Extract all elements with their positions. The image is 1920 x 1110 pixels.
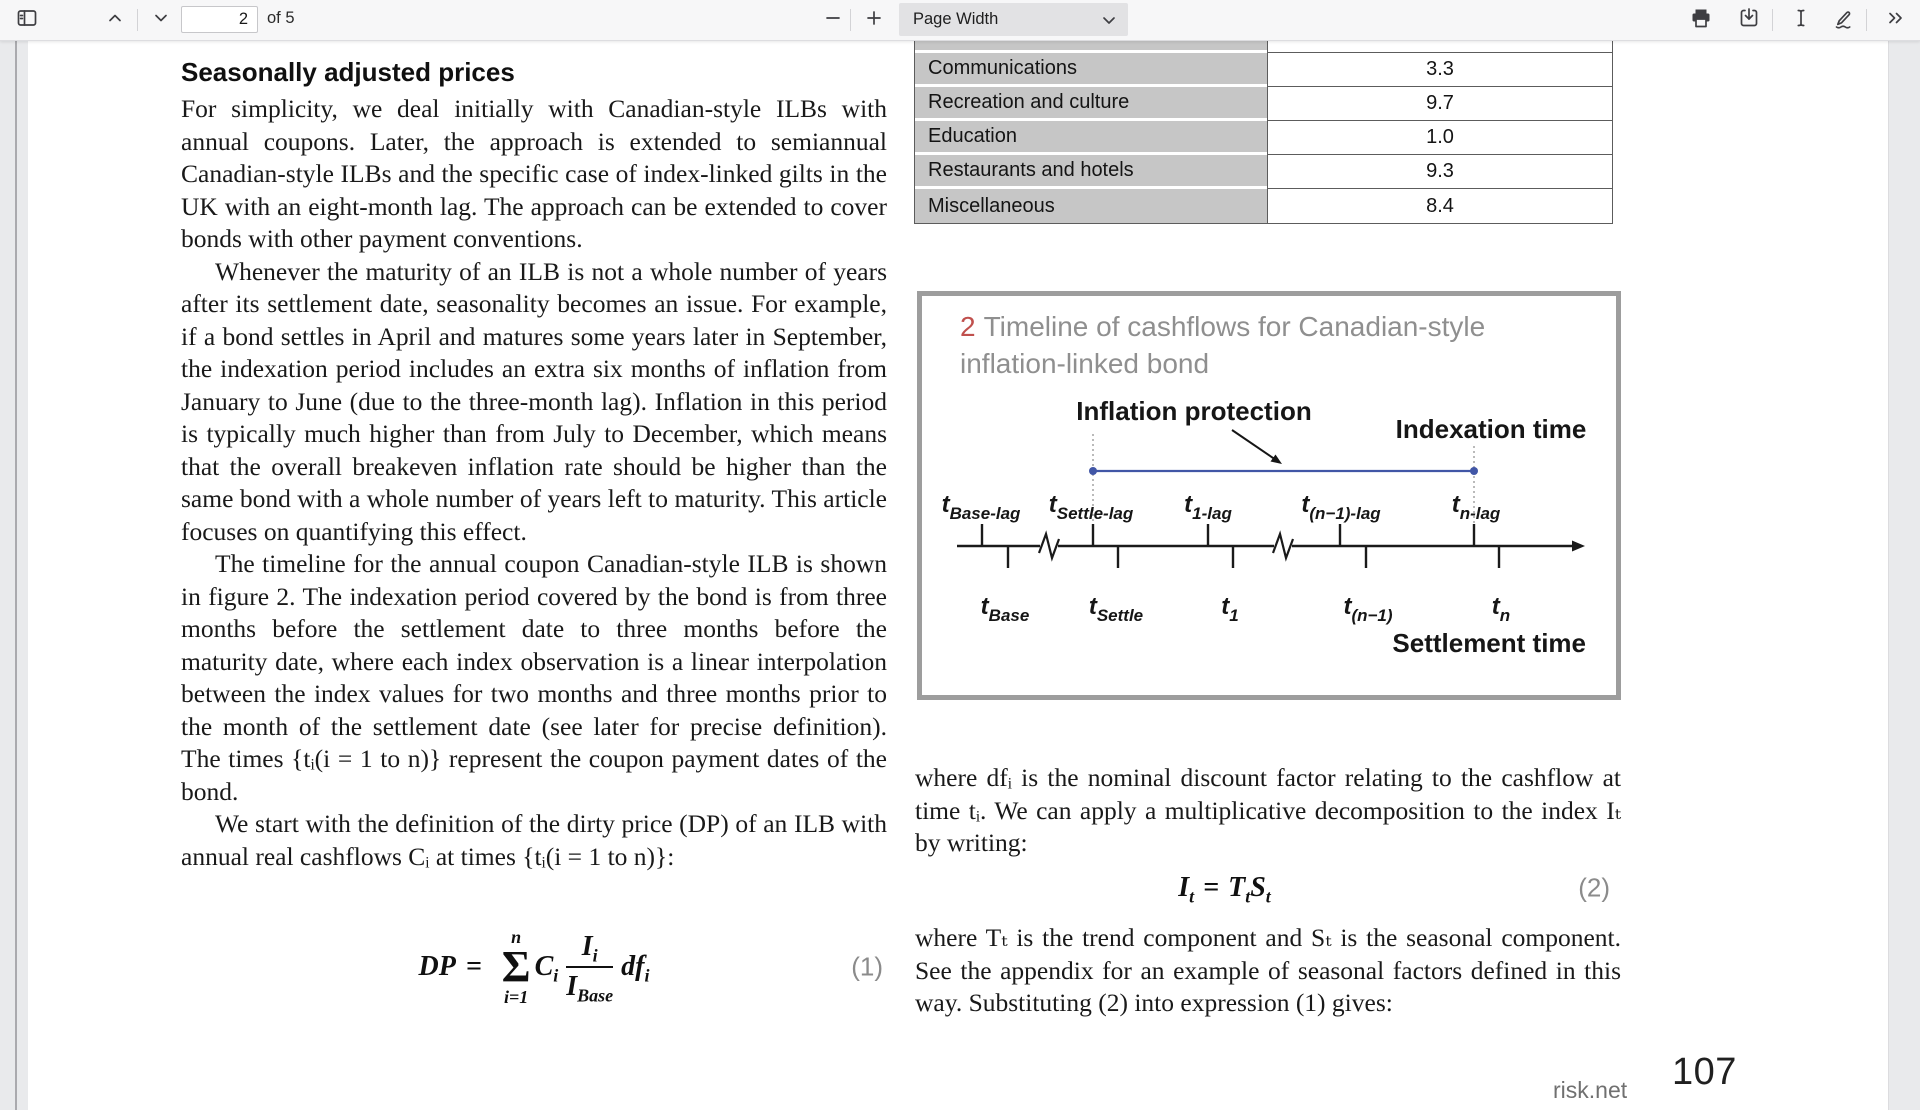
axis-label: $t_{Base-lag}$ [941, 491, 1021, 523]
axis-label: $t_n$ [1491, 593, 1511, 625]
table-of-contents-icon [15, 6, 39, 35]
section-heading: Seasonally adjusted prices [181, 57, 515, 87]
equation-number: (1) [851, 951, 883, 982]
equals-sign: = [465, 951, 482, 982]
toolbar-divider [850, 9, 851, 31]
zoom-out-button[interactable] [816, 3, 850, 37]
settlement-time-label: Settlement time [1392, 628, 1586, 658]
axis-label: $t_1$ [1221, 593, 1239, 625]
paragraph: For simplicity, we deal initially with Canadian-style ILBs with annual coupons. Later, the approach is extended to semiannual Canadian-style ILBs and the specific case of index-linked gilts in the UK with an eight-month lag. The approach can be extended to cover bonds with other payment conventions. [181, 94, 887, 253]
axis-label: $t_{n-lag}$ [1451, 491, 1501, 523]
equation-term: $T_t$ [1228, 872, 1251, 907]
chevron-up-icon [103, 6, 127, 35]
fraction-bar [566, 966, 613, 968]
axis-label: $t_{(n-1)-lag}$ [1301, 491, 1381, 523]
toolbar-divider [137, 9, 138, 31]
equation-term: DP [418, 951, 456, 982]
page-number: 107 [1672, 1051, 1737, 1093]
timeline-diagram [934, 388, 1600, 676]
printer-icon [1689, 6, 1713, 35]
inflation-protection-label: Inflation protection [1076, 396, 1312, 426]
figure-number: 2 [960, 311, 976, 342]
equation-term: $C_i$ [534, 951, 559, 986]
draw-button[interactable] [1826, 3, 1860, 37]
equation-number: (2) [1578, 872, 1610, 903]
equation-term: $S_t$ [1250, 872, 1271, 907]
save-button[interactable] [1732, 3, 1766, 37]
page-count-label: of 5 [267, 9, 295, 27]
indexation-time-label: Indexation time [1395, 414, 1587, 444]
fraction: $\frac{I_i}{I_{Base}}$ [566, 930, 614, 1006]
axis-label: $t_{Base}$ [980, 593, 1030, 625]
table-row: Restaurants and hotels 9.3 [915, 155, 1612, 189]
arrowhead [1271, 455, 1283, 465]
table-row: Miscellaneous 8.4 [915, 189, 1612, 223]
paragraph: We start with the definition of the dirty price (DP) of an ILB with annual real cashflows Cᵢ at times {tᵢ(i = 1 to n)}: [181, 809, 887, 871]
paragraph: where Tₜ is the trend component and Sₜ is the seasonal component. See the appendix for an example of seasonal factors defined in this way. Substituting (2) into expression (1) gives: [915, 923, 1621, 1017]
table-row-clipped [915, 40, 1612, 53]
page-number-input[interactable] [181, 6, 258, 33]
axis-label: $t_{(n-1)}$ [1343, 593, 1393, 625]
sidebar-toggle-button[interactable] [10, 3, 44, 37]
summation: n Σ i=1 [501, 927, 531, 1007]
zoom-level-label: Page Width [913, 10, 999, 28]
equation-2 [915, 862, 1614, 914]
pen-icon [1831, 6, 1855, 35]
more-tools-button[interactable] [1878, 3, 1912, 37]
next-page-button[interactable] [144, 3, 178, 37]
previous-page-button[interactable] [98, 3, 132, 37]
journal-site-label: risk.net [1553, 1077, 1628, 1103]
text-select-button[interactable] [1784, 3, 1818, 37]
axis-label: $t_{1-lag}$ [1184, 491, 1232, 523]
equation-1 [181, 912, 887, 1022]
left-scroll-gutter[interactable] [0, 40, 28, 1110]
axis-arrowhead [1572, 541, 1585, 552]
figure-title: 2 Timeline of cashflows for Canadian-style inflation-linked bond [960, 311, 1486, 379]
double-chevron-right-icon [1883, 6, 1907, 35]
seasonality-table [914, 40, 1613, 224]
equation-term: $I_t$ [1178, 872, 1195, 907]
equation-term: $df_i$ [621, 951, 650, 986]
paragraph: The timeline for the annual coupon Canadian-style ILB is shown in figure 2. The indexation period covered by the bond is from three months before the settlement date to three months before the maturity date, where each index observation is a linear interpolation between the index values for two months and three months prior to the month of the settlement date (see later for precise definition). The times {tᵢ(i = 1 to n)} represent the coupon payment dates of the bond. [181, 549, 887, 806]
minus-icon [821, 6, 845, 35]
figure-2 [917, 291, 1621, 700]
paragraph: where dfᵢ is the nominal discount factor relating to the cashflow at time tᵢ. We can apply a multiplicative decomposition to the index Iₜ by writing: [915, 763, 1621, 857]
plus-icon [862, 6, 886, 35]
table-row: Recreation and culture 9.7 [915, 87, 1612, 121]
toolbar-divider [1772, 9, 1773, 31]
article-left-column [181, 56, 887, 873]
zoom-in-button[interactable] [857, 3, 891, 37]
chevron-down-icon [149, 6, 173, 35]
equals-sign: = [1203, 872, 1220, 903]
paragraph: Whenever the maturity of an ILB is not a whole number of years after its settlement date, seasonality becomes an issue. For example, if a bond settles in April and matures some years later in September, the indexation period includes an extra six months of inflation from January to June (due to the three-month lag). Inflation in this period is typically much higher than from July to December, which means that the overall breakeven inflation rate should be higher than the same bond with a whole number of years left to maturity. This article focuses on quantifying this effect. [181, 256, 887, 546]
vertical-scrollbar[interactable] [1888, 40, 1920, 1110]
pdf-viewer-toolbar [0, 0, 1920, 41]
axis-label: $t_{Settle}$ [1088, 593, 1144, 625]
toolbar-divider [1866, 9, 1867, 31]
zoom-level-select[interactable] [899, 3, 1128, 36]
table-row: Communications 3.3 [915, 53, 1612, 87]
download-icon [1737, 6, 1761, 35]
table-row: Education 1.0 [915, 121, 1612, 155]
text-cursor-icon [1789, 6, 1813, 35]
print-button[interactable] [1684, 3, 1718, 37]
axis-label: $t_{Settle-lag}$ [1048, 491, 1134, 523]
